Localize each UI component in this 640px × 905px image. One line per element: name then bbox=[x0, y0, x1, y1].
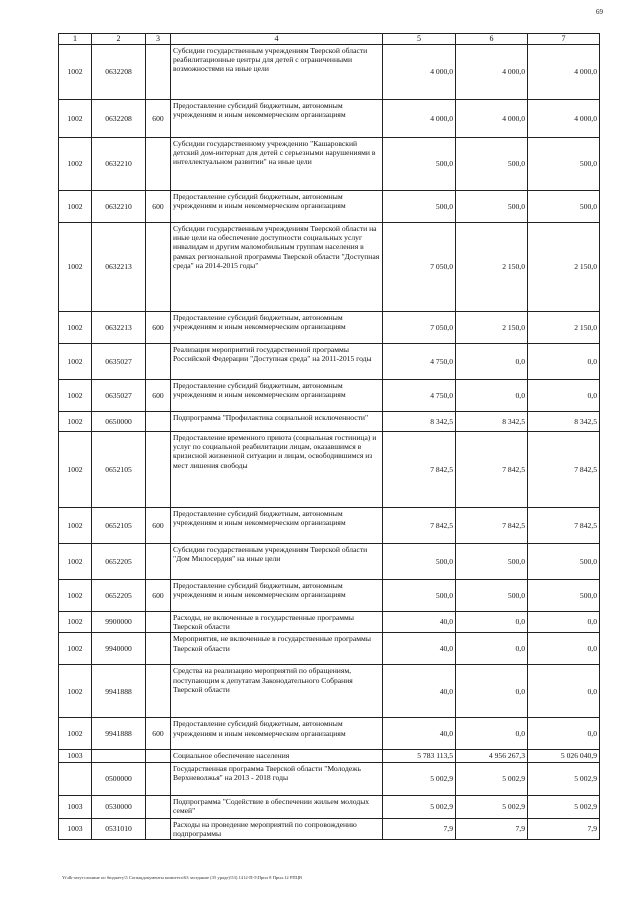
cell-c6: 5 002,9 bbox=[456, 795, 528, 818]
table-row bbox=[59, 611, 600, 633]
cell-c5: 7,9 bbox=[383, 818, 456, 840]
cell-c2: 0635027 bbox=[92, 343, 146, 379]
cell-c2: 9940000 bbox=[92, 633, 146, 665]
cell-c2: 0632210 bbox=[92, 190, 146, 222]
cell-c1: 1002 bbox=[59, 411, 92, 431]
header-cell: 3 bbox=[146, 34, 171, 45]
cell-c2: 0632210 bbox=[92, 137, 146, 190]
table-row bbox=[59, 44, 600, 99]
cell-c4: Предоставление субсидий бюджетным, автономным учреждениям и иным некоммерческим организациям bbox=[171, 379, 383, 411]
table-row bbox=[59, 543, 600, 579]
cell-c3: 600 bbox=[146, 99, 171, 137]
cell-c4: Субсидии государственному учреждению "Кашаровский детский дом-интернат для детей с серьезными нарушениями в интеллектуальном развитии" на иные цели bbox=[171, 137, 383, 190]
cell-c7: 2 150,0 bbox=[528, 311, 600, 343]
cell-c7: 4 000,0 bbox=[528, 44, 600, 99]
cell-c5: 40,0 bbox=[383, 665, 456, 718]
cell-c4: Предоставление субсидий бюджетным, автономным учреждениям и иным некоммерческим организациям bbox=[171, 507, 383, 543]
cell-c1: 1002 bbox=[59, 633, 92, 665]
cell-c7: 500,0 bbox=[528, 190, 600, 222]
cell-c4: Предоставление временного приюта (социальная гостиница) и услуг по социальной реабилитации лицам, оказавшимся в кризисной жизненной ситуации и лицам, освободившимся из мест лишения свободы bbox=[171, 431, 383, 507]
table-row bbox=[59, 411, 600, 431]
cell-c7: 0,0 bbox=[528, 611, 600, 633]
page-number: 69 bbox=[596, 8, 603, 16]
cell-c7: 0,0 bbox=[528, 665, 600, 718]
cell-c6: 4 000,0 bbox=[456, 99, 528, 137]
cell-c5: 7 050,0 bbox=[383, 311, 456, 343]
cell-c7: 500,0 bbox=[528, 579, 600, 611]
cell-c6: 7,9 bbox=[456, 818, 528, 840]
cell-c2: 0632208 bbox=[92, 44, 146, 99]
cell-c1: 1003 bbox=[59, 795, 92, 818]
cell-c2: 0530000 bbox=[92, 795, 146, 818]
cell-c5: 40,0 bbox=[383, 611, 456, 633]
table-row bbox=[59, 343, 600, 379]
cell-c3 bbox=[146, 411, 171, 431]
cell-c5: 500,0 bbox=[383, 579, 456, 611]
cell-c5: 4 000,0 bbox=[383, 44, 456, 99]
cell-c7: 7,9 bbox=[528, 818, 600, 840]
cell-c6: 2 150,0 bbox=[456, 222, 528, 311]
table-row bbox=[59, 750, 600, 762]
cell-c4: Мероприятия, не включенные в государственные программы Тверской области bbox=[171, 633, 383, 665]
cell-c2: 0635027 bbox=[92, 379, 146, 411]
cell-c6: 500,0 bbox=[456, 190, 528, 222]
cell-c3 bbox=[146, 795, 171, 818]
cell-c5: 500,0 bbox=[383, 543, 456, 579]
cell-c4: Субсидии государственным учреждениям Тверской области реабилитационные центры для детей с ограниченными возможностями на иные цели bbox=[171, 44, 383, 99]
cell-c5: 40,0 bbox=[383, 633, 456, 665]
cell-c5: 7 050,0 bbox=[383, 222, 456, 311]
cell-c4: Предоставление субсидий бюджетным, автономным учреждениям и иным некоммерческим организациям bbox=[171, 190, 383, 222]
cell-c6: 500,0 bbox=[456, 137, 528, 190]
cell-c6: 0,0 bbox=[456, 379, 528, 411]
cell-c3 bbox=[146, 665, 171, 718]
cell-c1: 1002 bbox=[59, 44, 92, 99]
cell-c4: Социальное обеспечение населения bbox=[171, 750, 383, 762]
cell-c4: Расходы, не включенные в государственные программы Тверской области bbox=[171, 611, 383, 633]
cell-c3: 600 bbox=[146, 190, 171, 222]
cell-c6: 4 956 267,3 bbox=[456, 750, 528, 762]
cell-c4: Расходы на проведение мероприятий по сопровождению подпрограммы bbox=[171, 818, 383, 840]
cell-c6: 500,0 bbox=[456, 579, 528, 611]
cell-c5: 500,0 bbox=[383, 137, 456, 190]
cell-c4: Предоставление субсидий бюджетным, автономным учреждениям и иным некоммерческим организациям bbox=[171, 99, 383, 137]
cell-c4: Предоставление субсидий бюджетным, автономным учреждениям и иным некоммерческим организациям bbox=[171, 718, 383, 750]
table-row bbox=[59, 579, 600, 611]
header-cell: 7 bbox=[528, 34, 600, 45]
cell-c1: 1003 bbox=[59, 750, 92, 762]
header-cell: 4 bbox=[171, 34, 383, 45]
table-row bbox=[59, 818, 600, 840]
cell-c3: 600 bbox=[146, 311, 171, 343]
cell-c7: 5 002,9 bbox=[528, 762, 600, 795]
cell-c4: Субсидии государственным учреждениям Тверской области на иные цели на обеспечение доступности социальных услуг инвалидам и другим маломобильным группам населения в рамках региональной программы Тверской области "Доступная среда" на 2014-2015 годы" bbox=[171, 222, 383, 311]
cell-c5: 5 002,9 bbox=[383, 762, 456, 795]
table-row bbox=[59, 431, 600, 507]
cell-c3 bbox=[146, 750, 171, 762]
cell-c4: Реализация мероприятий государственной программы Российской Федерации "Доступная среда" на 2011-2015 годы bbox=[171, 343, 383, 379]
table-header bbox=[59, 34, 600, 45]
cell-c7: 7 842,5 bbox=[528, 507, 600, 543]
cell-c4: Подпрограмма "Профилактика социальной исключенности" bbox=[171, 411, 383, 431]
cell-c3 bbox=[146, 343, 171, 379]
cell-c1: 1002 bbox=[59, 611, 92, 633]
cell-c1: 1002 bbox=[59, 343, 92, 379]
table-row bbox=[59, 795, 600, 818]
cell-c7: 5 002,9 bbox=[528, 795, 600, 818]
cell-c1: 1002 bbox=[59, 431, 92, 507]
cell-c1: 1002 bbox=[59, 543, 92, 579]
cell-c2: 0632213 bbox=[92, 222, 146, 311]
cell-c5: 4 750,0 bbox=[383, 379, 456, 411]
cell-c7: 8 342,5 bbox=[528, 411, 600, 431]
cell-c1: 1002 bbox=[59, 579, 92, 611]
cell-c7: 500,0 bbox=[528, 543, 600, 579]
cell-c5: 8 342,5 bbox=[383, 411, 456, 431]
cell-c1: 1002 bbox=[59, 718, 92, 750]
cell-c3 bbox=[146, 222, 171, 311]
cell-c7: 500,0 bbox=[528, 137, 600, 190]
cell-c4: Предоставление субсидий бюджетным, автономным учреждениям и иным некоммерческим организациям bbox=[171, 579, 383, 611]
cell-c7: 0,0 bbox=[528, 379, 600, 411]
cell-c5: 7 842,5 bbox=[383, 431, 456, 507]
footer-file-path: Yi\dk-затутслонине по бюджету\5 Сопьщдокументы комитета\63 заседание (35 ураде)\53) 1412-П-5\Прил 8 Прил.12 РПЦВ bbox=[62, 875, 303, 880]
table-body bbox=[59, 44, 600, 839]
table-row bbox=[59, 190, 600, 222]
cell-c1: 1002 bbox=[59, 99, 92, 137]
table-row bbox=[59, 99, 600, 137]
cell-c7: 0,0 bbox=[528, 718, 600, 750]
header-cell: 1 bbox=[59, 34, 92, 45]
cell-c3 bbox=[146, 543, 171, 579]
cell-c2: 9900000 bbox=[92, 611, 146, 633]
table-row bbox=[59, 718, 600, 750]
table-row bbox=[59, 311, 600, 343]
cell-c4: Средства на реализацию мероприятий по обращениям, поступающим к депутатам Законодательного Собрания Тверской области bbox=[171, 665, 383, 718]
cell-c1: 1002 bbox=[59, 137, 92, 190]
cell-c1: 1002 bbox=[59, 190, 92, 222]
cell-c7: 5 026 040,9 bbox=[528, 750, 600, 762]
cell-c2: 0652105 bbox=[92, 431, 146, 507]
cell-c6: 7 842,5 bbox=[456, 507, 528, 543]
table-row bbox=[59, 379, 600, 411]
cell-c3: 600 bbox=[146, 507, 171, 543]
cell-c6: 5 002,9 bbox=[456, 762, 528, 795]
cell-c6: 8 342,5 bbox=[456, 411, 528, 431]
cell-c3 bbox=[146, 137, 171, 190]
cell-c3 bbox=[146, 633, 171, 665]
header-cell: 2 bbox=[92, 34, 146, 45]
cell-c3 bbox=[146, 762, 171, 795]
cell-c1: 1003 bbox=[59, 818, 92, 840]
cell-c4: Субсидии государственным учреждениям Тверской области "Дом Милосердия" на иные цели bbox=[171, 543, 383, 579]
cell-c6: 0,0 bbox=[456, 343, 528, 379]
cell-c3: 600 bbox=[146, 718, 171, 750]
cell-c3: 600 bbox=[146, 379, 171, 411]
cell-c4: Подпрограмма "Содействие в обеспечении жильем молодых семей" bbox=[171, 795, 383, 818]
cell-c4: Предоставление субсидий бюджетным, автономным учреждениям и иным некоммерческим организациям bbox=[171, 311, 383, 343]
cell-c2: 0531010 bbox=[92, 818, 146, 840]
cell-c1: 1002 bbox=[59, 507, 92, 543]
cell-c5: 500,0 bbox=[383, 190, 456, 222]
header-cell: 6 bbox=[456, 34, 528, 45]
cell-c7: 0,0 bbox=[528, 343, 600, 379]
cell-c2: 0652205 bbox=[92, 579, 146, 611]
table-row bbox=[59, 762, 600, 795]
cell-c4: Государственная программа Тверской области "Молодежь Верхневолжья" на 2013 - 2018 годы bbox=[171, 762, 383, 795]
table-row bbox=[59, 222, 600, 311]
cell-c7: 7 842,5 bbox=[528, 431, 600, 507]
cell-c3 bbox=[146, 44, 171, 99]
cell-c1: 1002 bbox=[59, 665, 92, 718]
cell-c5: 5 002,9 bbox=[383, 795, 456, 818]
cell-c3 bbox=[146, 431, 171, 507]
cell-c6: 500,0 bbox=[456, 543, 528, 579]
cell-c2: 0652205 bbox=[92, 543, 146, 579]
cell-c6: 7 842,5 bbox=[456, 431, 528, 507]
cell-c2: 0632213 bbox=[92, 311, 146, 343]
table-row bbox=[59, 633, 600, 665]
cell-c6: 0,0 bbox=[456, 633, 528, 665]
cell-c6: 4 000,0 bbox=[456, 44, 528, 99]
cell-c1: 1002 bbox=[59, 379, 92, 411]
header-cell: 5 bbox=[383, 34, 456, 45]
cell-c6: 2 150,0 bbox=[456, 311, 528, 343]
cell-c2: 9941888 bbox=[92, 718, 146, 750]
cell-c3 bbox=[146, 611, 171, 633]
table-row bbox=[59, 665, 600, 718]
cell-c1: 1002 bbox=[59, 311, 92, 343]
cell-c6: 0,0 bbox=[456, 718, 528, 750]
cell-c6: 0,0 bbox=[456, 665, 528, 718]
table-row bbox=[59, 137, 600, 190]
cell-c3 bbox=[146, 818, 171, 840]
cell-c3: 600 bbox=[146, 579, 171, 611]
cell-c1 bbox=[59, 762, 92, 795]
cell-c5: 4 000,0 bbox=[383, 99, 456, 137]
cell-c7: 2 150,0 bbox=[528, 222, 600, 311]
cell-c5: 40,0 bbox=[383, 718, 456, 750]
cell-c5: 7 842,5 bbox=[383, 507, 456, 543]
cell-c7: 4 000,0 bbox=[528, 99, 600, 137]
cell-c5: 4 750,0 bbox=[383, 343, 456, 379]
cell-c5: 5 783 113,5 bbox=[383, 750, 456, 762]
cell-c2: 0652105 bbox=[92, 507, 146, 543]
cell-c2: 0650000 bbox=[92, 411, 146, 431]
cell-c6: 0,0 bbox=[456, 611, 528, 633]
cell-c2 bbox=[92, 750, 146, 762]
cell-c1: 1002 bbox=[59, 222, 92, 311]
budget-table bbox=[58, 33, 600, 840]
cell-c2: 9941888 bbox=[92, 665, 146, 718]
cell-c2: 0632208 bbox=[92, 99, 146, 137]
table-row bbox=[59, 507, 600, 543]
cell-c2: 0500000 bbox=[92, 762, 146, 795]
cell-c7: 0,0 bbox=[528, 633, 600, 665]
